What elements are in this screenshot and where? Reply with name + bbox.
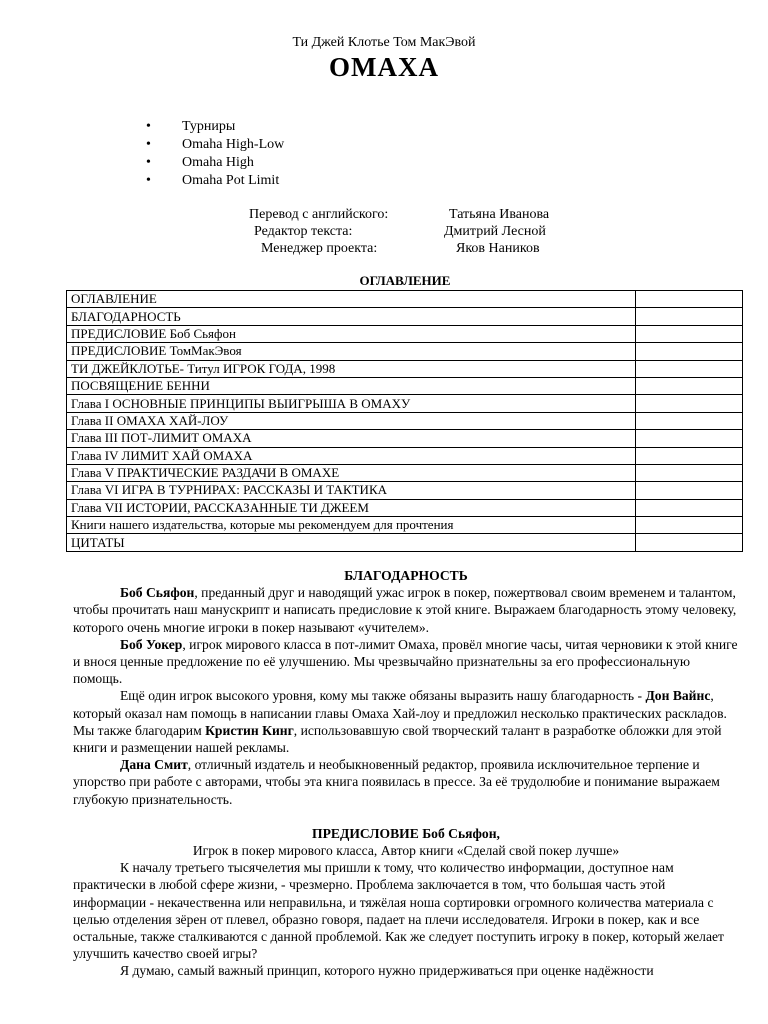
- table-row: [67, 464, 743, 481]
- paragraph: Я думаю, самый важный принцип, которого нужно придерживаться при оценке надёжности: [120, 963, 654, 979]
- toc-entry: БЛАГОДАРНОСТЬ: [67, 308, 636, 325]
- toc-page-cell: [636, 499, 743, 516]
- credit-name: Дмитрий Лесной: [444, 224, 546, 239]
- table-row: [67, 482, 743, 499]
- table-row: [67, 395, 743, 412]
- list-item: • Omaha High-Low: [136, 136, 284, 154]
- toc-entry: Глава VII ИСТОРИИ, РАССКАЗАННЫЕ ТИ ДЖЕЕМ: [67, 499, 636, 516]
- section-heading: БЛАГОДАРНОСТЬ: [344, 568, 468, 583]
- section-subtitle: Игрок в покер мирового класса, Автор книги «Сделай свой покер лучше»: [192, 843, 620, 859]
- body-text: [73, 567, 739, 980]
- person-name: Дон Вайнс: [645, 688, 711, 704]
- table-row: [67, 325, 743, 342]
- paragraph: [73, 756, 739, 808]
- toc-page-cell: [636, 517, 743, 534]
- credit-row: [232, 206, 592, 223]
- credit-role: Менеджер проекта:: [261, 241, 378, 256]
- paragraph: К началу третьего тысячелетия мы пришли к тому, что количество информации, доступное нам практически в любой сфере жизни, - чрезмерно. Проблема заключается в том, что большая часть этой информации - некачественна или неправильна, и тяжёлая ноша сортировки огромного количества материала с целью отделения зёрен от плевел, образно говоря, падает на плечи исследователя. Игроки в покер, как и все остальные, также сталкиваются с данной проблемой. Как же следует поступить игроку в покер, который желает улучшить качество своей игры?: [73, 860, 724, 962]
- table-row: [67, 430, 743, 447]
- table-row: [67, 447, 743, 464]
- toc-entry: ОГЛАВЛЕНИЕ: [67, 291, 636, 308]
- table-row: [67, 412, 743, 429]
- toc-page-cell: [636, 308, 743, 325]
- table-row: [67, 377, 743, 394]
- toc-entry: Глава VI ИГРА В ТУРНИРАХ: РАССКАЗЫ И ТАКТИКА: [67, 482, 636, 499]
- toc-page-cell: [636, 534, 743, 551]
- topics-list: [136, 118, 284, 190]
- toc-heading: ОГЛАВЛЕНИЕ: [359, 273, 451, 288]
- credit-row: [232, 240, 592, 257]
- toc-entry: Глава II ОМАХА ХАЙ-ЛОУ: [67, 412, 636, 429]
- person-name: Кристин Кинг: [205, 722, 294, 738]
- toc-entry: ПРЕДИСЛОВИЕ ТомМакЭвоя: [67, 343, 636, 360]
- toc-page-cell: [636, 343, 743, 360]
- toc-table: [66, 290, 743, 552]
- person-name: Боб Сьяфон: [120, 585, 195, 601]
- section-heading: ПРЕДИСЛОВИЕ Боб Сьяфон,: [312, 825, 500, 841]
- table-row: [67, 499, 743, 516]
- credits: [232, 206, 592, 257]
- toc-entry: ТИ ДЖЕЙКЛОТЬЕ- Титул ИГРОК ГОДА, 1998: [67, 360, 636, 377]
- toc-entry: Глава V ПРАКТИЧЕСКИЕ РАЗДАЧИ В ОМАХЕ: [67, 464, 636, 481]
- credit-row: [232, 223, 592, 240]
- toc-page-cell: [636, 430, 743, 447]
- table-row: [67, 308, 743, 325]
- toc-entry: Глава IV ЛИМИТ ХАЙ ОМАХА: [67, 447, 636, 464]
- paragraph-text: , игрок мирового класса в пот-лимит Омаха, провёл многие часы, читая черновики к этой книге и внося ценные предложение по её улучшению. Мы чрезвычайно признательны за его профессиональную помощь.: [73, 636, 738, 687]
- toc-page-cell: [636, 412, 743, 429]
- authors: Ти Джей Клотье Том МакЭвой: [292, 35, 476, 50]
- paragraph: [73, 584, 739, 636]
- toc-page-cell: [636, 360, 743, 377]
- list-item: • Omaha High: [136, 154, 284, 172]
- paragraph-text: Ещё один игрок высокого уровня, кому мы также обязаны выразить нашу благодарность -: [120, 688, 643, 704]
- toc-entry: Глава I ОСНОВНЫЕ ПРИНЦИПЫ ВЫИГРЫША В ОМАХУ: [67, 395, 636, 412]
- paragraph-text: , использовавшую свой творческий талант в разработке обложки для этой книги и размещении нашей рекламы.: [73, 722, 722, 756]
- toc-entry: ЦИТАТЫ: [67, 534, 636, 551]
- toc-page-cell: [636, 395, 743, 412]
- toc-page-cell: [636, 447, 743, 464]
- toc-page-cell: [636, 291, 743, 308]
- credit-name: Татьяна Иванова: [449, 207, 550, 222]
- toc-entry: Глава III ПОТ-ЛИМИТ ОМАХА: [67, 430, 636, 447]
- toc-page-cell: [636, 377, 743, 394]
- table-row: [67, 360, 743, 377]
- toc-entry: ПОСВЯЩЕНИЕ БЕННИ: [67, 377, 636, 394]
- table-row: [67, 534, 743, 551]
- table-row: [67, 517, 743, 534]
- list-item: • Omaha Pot Limit: [136, 172, 284, 190]
- paragraph: [73, 636, 739, 688]
- paragraph-text: , который оказал нам помощь в написании главы Омаха Хай-лоу и предложил несколько практических раскладов. Мы также благодарим: [73, 688, 727, 738]
- toc-page-cell: [636, 325, 743, 342]
- credit-role: Перевод с английского:: [249, 207, 389, 222]
- toc-page-cell: [636, 482, 743, 499]
- paragraph: [73, 687, 739, 756]
- table-row: [67, 291, 743, 308]
- credit-name: Яков Наников: [456, 241, 540, 256]
- person-name: Боб Уокер: [120, 636, 183, 652]
- table-row: [67, 343, 743, 360]
- paragraph-text: , отличный издатель и необыкновенный редактор, проявила исключительное терпение и упорство при работе с авторами, чтобы эта книга появилась в прессе. За её трудолюбие и понимание выражаем глубокую признательность.: [73, 757, 720, 807]
- paragraph-text: , преданный друг и наводящий ужас игрок в покер, пожертвовал своим временем и талантом, чтобы прочитать наш манускрипт и написать предисловие к этой книге. Выражаем благодарность этому человеку, которого очень многие игроки в покер называют «учителем».: [73, 585, 737, 635]
- credit-role: Редактор текста:: [254, 224, 353, 239]
- toc-page-cell: [636, 464, 743, 481]
- toc-entry: ПРЕДИСЛОВИЕ Боб Сьяфон: [67, 325, 636, 342]
- person-name: Дана Смит: [120, 757, 188, 773]
- list-item: • Турниры: [136, 118, 284, 136]
- book-title: ОМАХА: [329, 52, 439, 82]
- toc-entry: Книги нашего издательства, которые мы рекомендуем для прочтения: [67, 517, 636, 534]
